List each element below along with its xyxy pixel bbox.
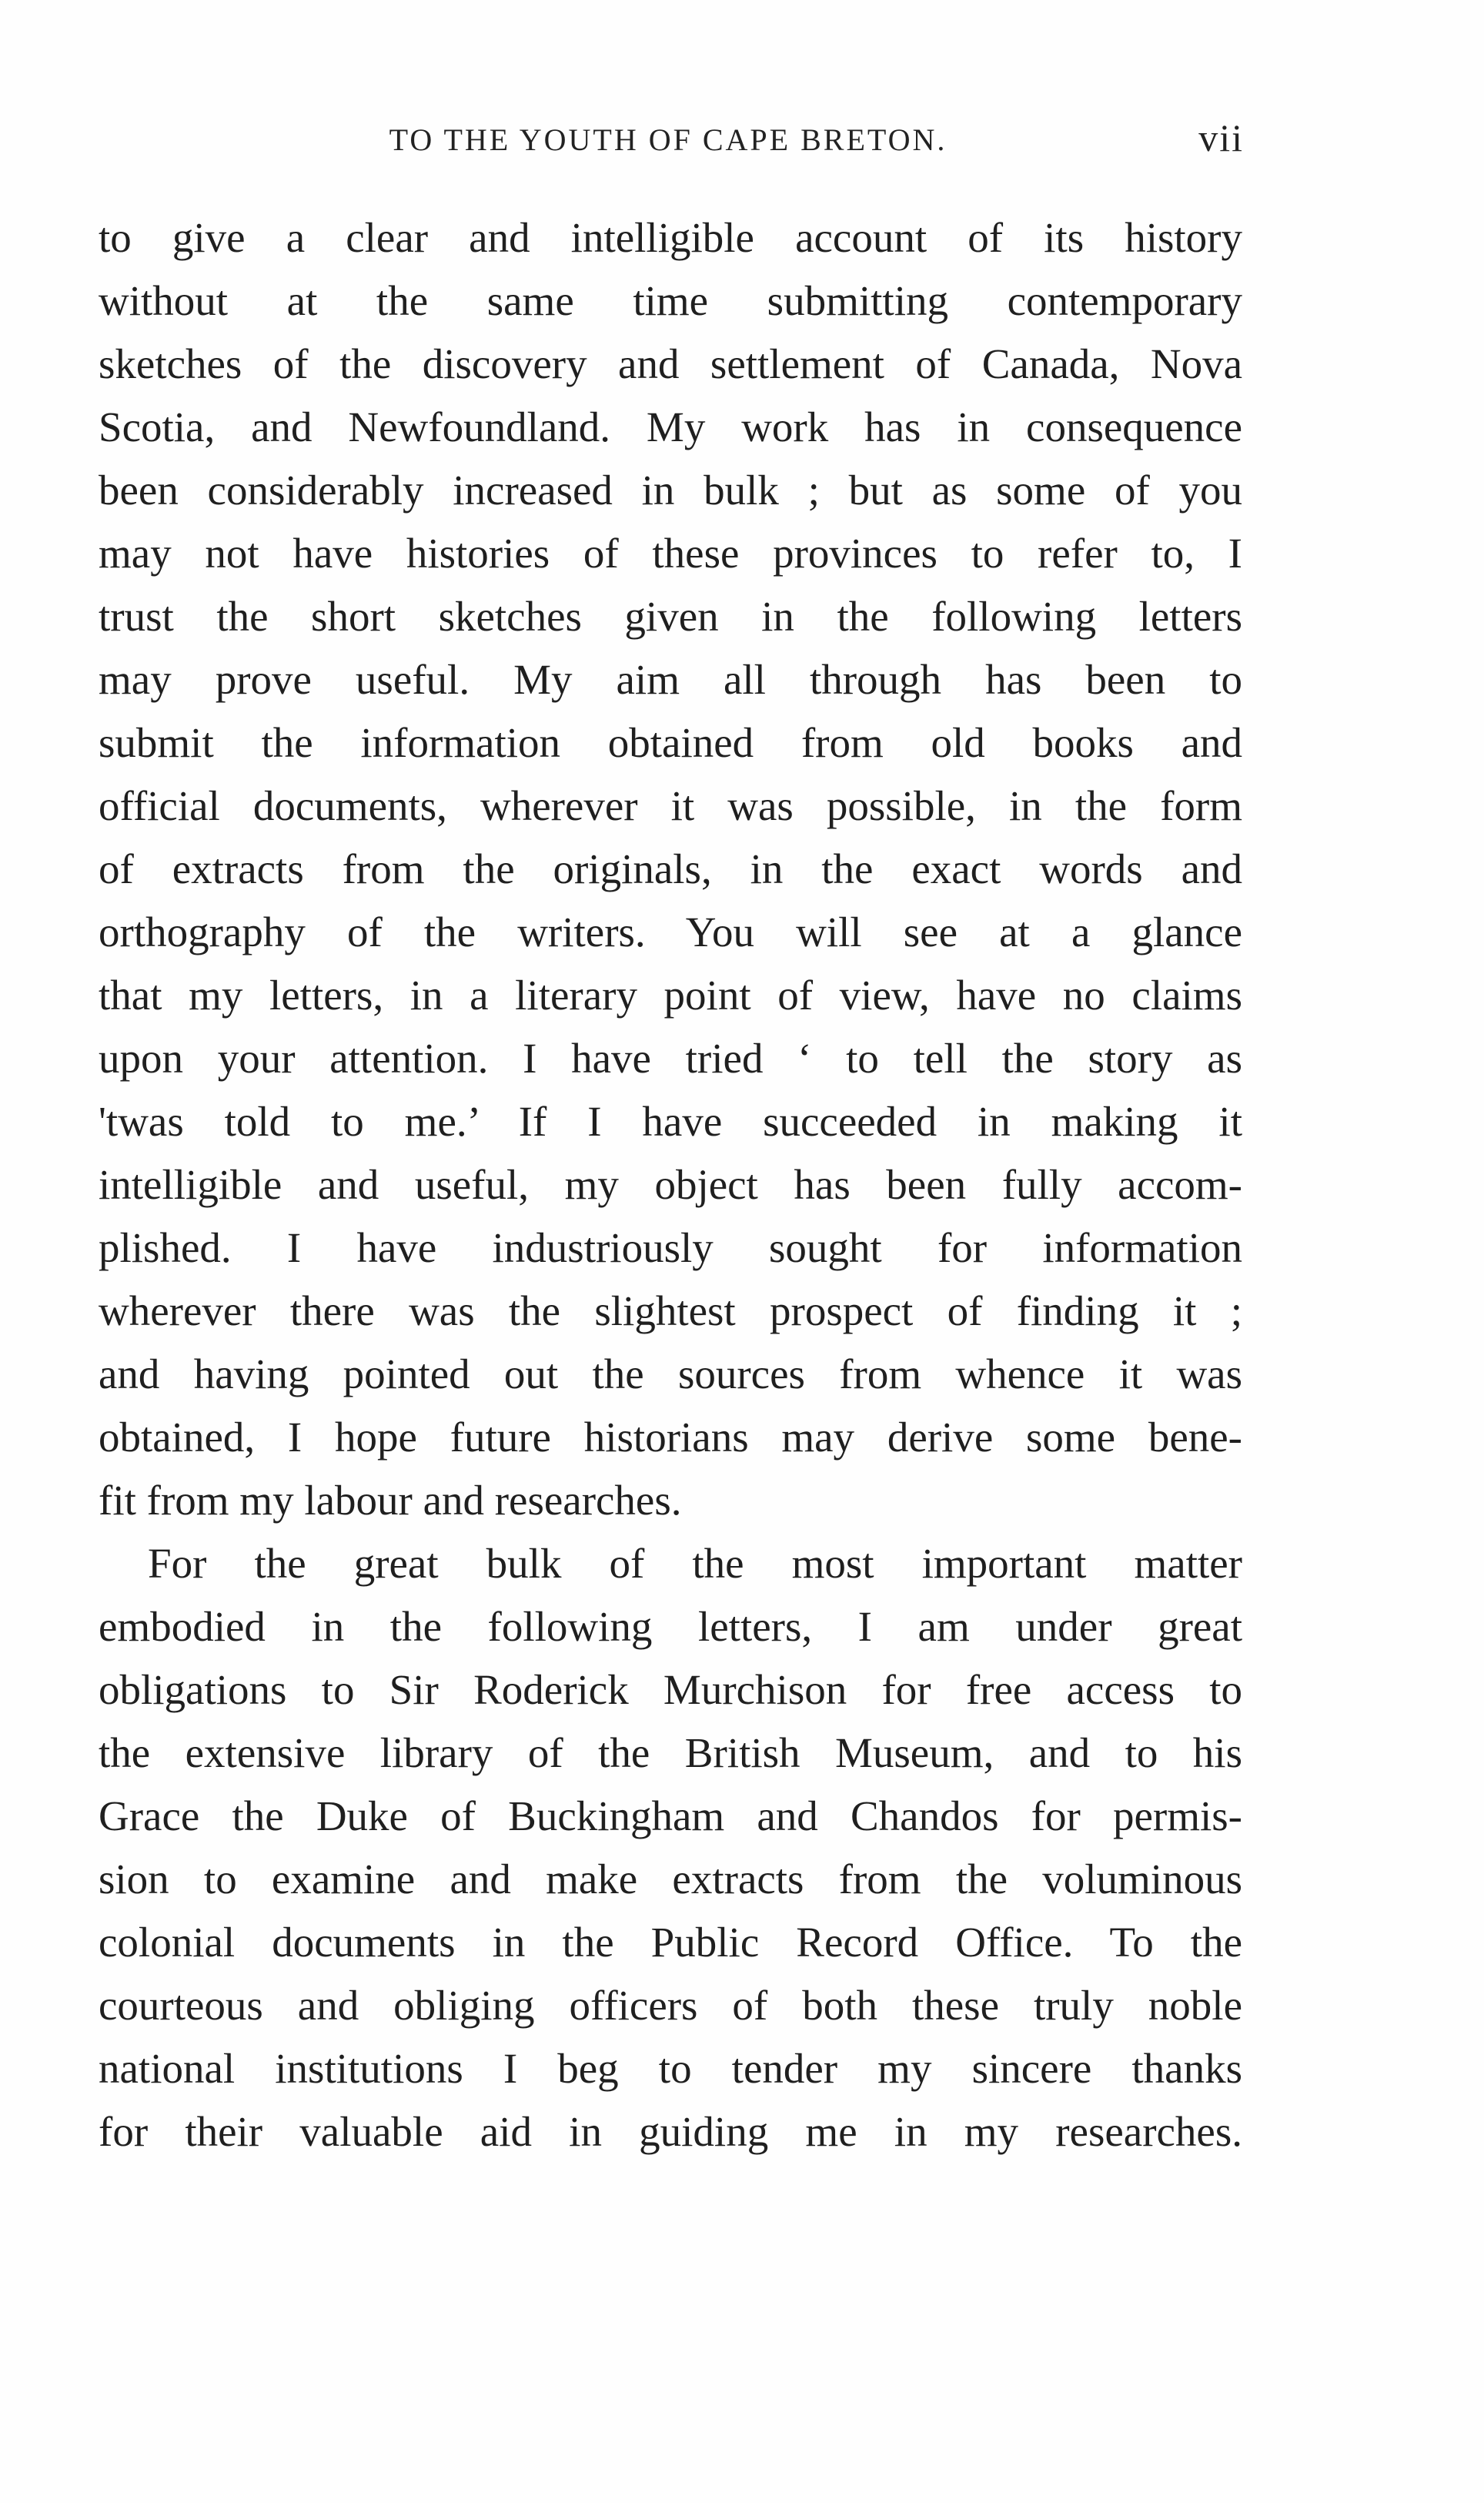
text-line: to give a clear and intelligible account of its history bbox=[99, 214, 1242, 261]
text-line: upon your attention. I have tried ‘ to tell the story as bbox=[99, 1035, 1242, 1082]
text-line: intelligible and useful, my object has been fully accom- bbox=[99, 1161, 1242, 1208]
text-line: may prove useful. My aim all through has been to bbox=[99, 656, 1242, 703]
text-line: national institutions I beg to tender my sincere thanks bbox=[99, 2045, 1242, 2092]
text-line: fit from my labour and researches. bbox=[99, 1477, 682, 1524]
text-line: For the great bulk of the most important matter bbox=[148, 1540, 1242, 1587]
text-line: Grace the Duke of Buckingham and Chandos for permis- bbox=[99, 1792, 1242, 1839]
running-title: TO THE YOUTH OF CAPE BRETON. bbox=[389, 122, 948, 157]
text-line: without at the same time submitting contemporary bbox=[99, 277, 1242, 324]
text-line: and having pointed out the sources from whence it was bbox=[99, 1350, 1242, 1397]
text-line: obligations to Sir Roderick Murchison for free access to bbox=[99, 1666, 1242, 1713]
text-line: wherever there was the slightest prospect of finding it ; bbox=[99, 1287, 1242, 1334]
text-line: obtained, I hope future historians may derive some bene- bbox=[99, 1414, 1242, 1461]
text-line: that my letters, in a literary point of view, have no claims bbox=[99, 972, 1242, 1019]
text-line: the extensive library of the British Museum, and to his bbox=[99, 1729, 1242, 1776]
text-line: been considerably increased in bulk ; but as some of you bbox=[99, 467, 1242, 514]
text-line: official documents, wherever it was possible, in the form bbox=[99, 782, 1242, 829]
text-line: trust the short sketches given in the following letters bbox=[99, 593, 1242, 640]
text-line: 'twas told to me.’ If I have succeeded in making it bbox=[99, 1098, 1242, 1145]
page-number: vii bbox=[1198, 116, 1244, 159]
text-line: of extracts from the originals, in the exact words and bbox=[99, 845, 1242, 892]
paragraph-1 bbox=[99, 206, 1242, 1532]
text-line: may not have histories of these provinces to refer to, I bbox=[99, 530, 1242, 577]
text-line: Scotia, and Newfoundland. My work has in consequence bbox=[99, 403, 1242, 450]
text-line: embodied in the following letters, I am under great bbox=[99, 1603, 1242, 1650]
paragraph-2 bbox=[99, 1532, 1242, 2163]
text-line: orthography of the writers. You will see at a glance bbox=[99, 909, 1242, 955]
body-text bbox=[99, 206, 1242, 2163]
text-line: plished. I have industriously sought for information bbox=[99, 1224, 1242, 1271]
text-line: sketches of the discovery and settlement of Canada, Nova bbox=[99, 340, 1242, 387]
text-line: submit the information obtained from old books and bbox=[99, 719, 1242, 766]
text-line: for their valuable aid in guiding me in my researches. bbox=[99, 2108, 1242, 2155]
text-line: sion to examine and make extracts from the voluminous bbox=[99, 1855, 1242, 1902]
text-line: courteous and obliging officers of both these truly noble bbox=[99, 1982, 1242, 2029]
text-line: colonial documents in the Public Record Office. To the bbox=[99, 1919, 1242, 1966]
